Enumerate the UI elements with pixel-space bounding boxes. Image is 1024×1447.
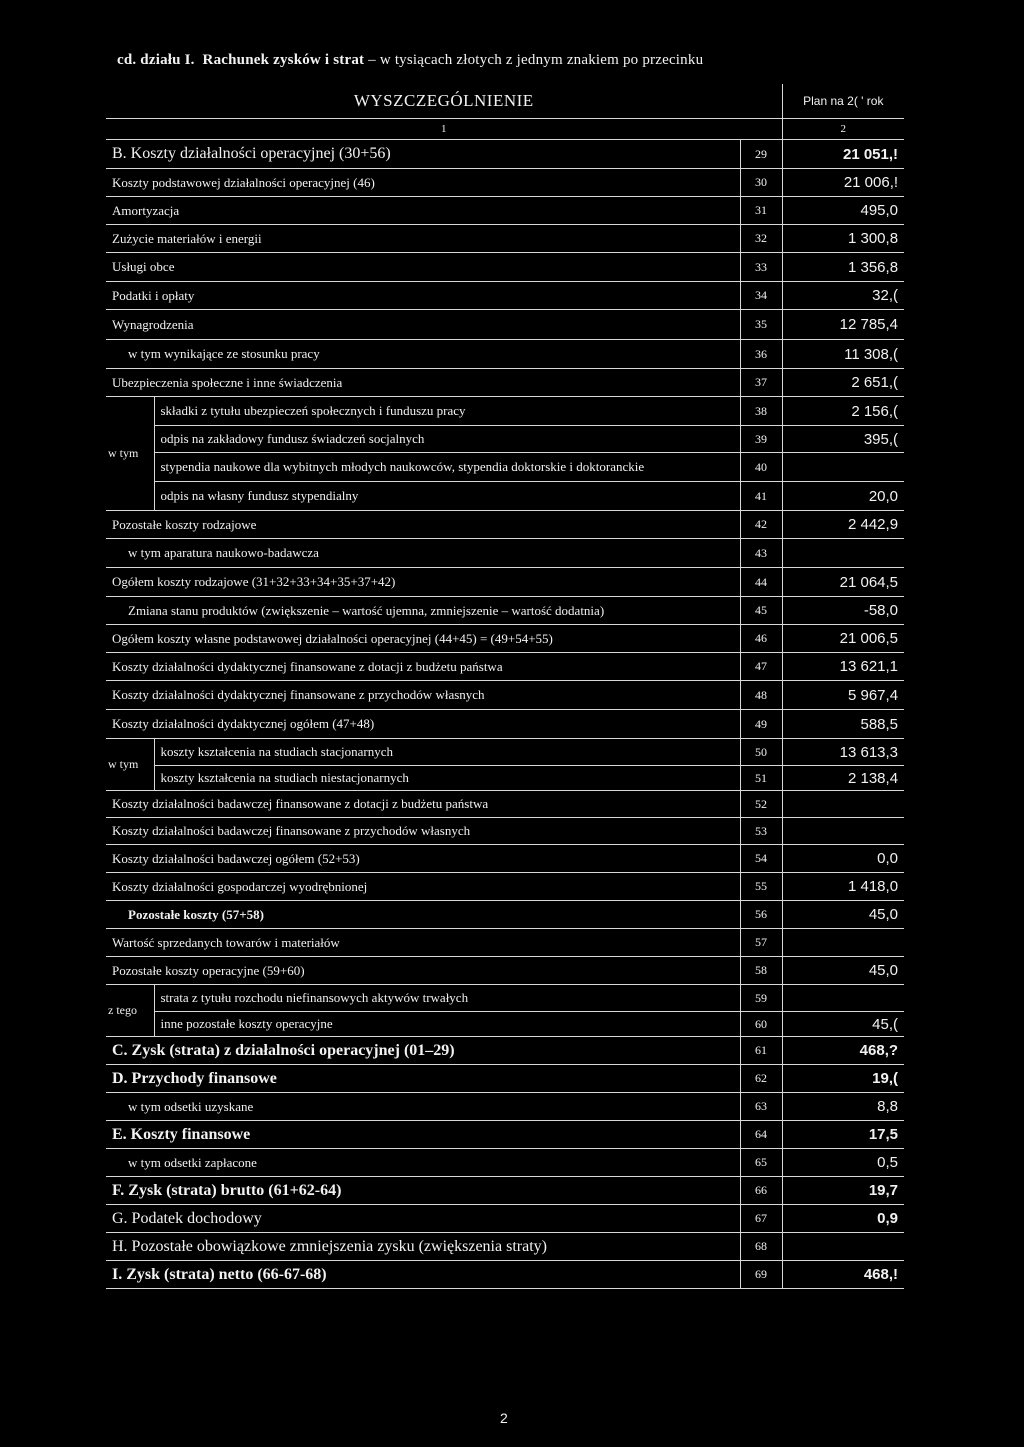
table-row xyxy=(106,225,904,253)
table-row xyxy=(106,482,904,511)
row-label: Koszty podstawowej działalności operacyjnej (46) xyxy=(106,169,740,197)
row-number: 59 xyxy=(740,985,782,1012)
row-label: H. Pozostałe obowiązkowe zmniejszenia zysku (zwiększenia straty) xyxy=(106,1233,740,1261)
table-row xyxy=(106,426,904,453)
row-number: 37 xyxy=(740,369,782,397)
row-label: w tym odsetki uzyskane xyxy=(106,1093,740,1121)
row-value: 2 138,4 xyxy=(782,766,904,791)
row-label: B. Koszty działalności operacyjnej (30+56) xyxy=(106,140,740,169)
row-label: Koszty działalności badawczej finansowane z przychodów własnych xyxy=(106,818,740,845)
row-number: 63 xyxy=(740,1093,782,1121)
row-label: Koszty działalności badawczej ogółem (52+53) xyxy=(106,845,740,873)
row-value: 21 006,! xyxy=(782,169,904,197)
col-number-2: 2 xyxy=(782,119,904,140)
row-label: Podatki i opłaty xyxy=(106,282,740,310)
row-label: Koszty działalności dydaktycznej ogółem (47+48) xyxy=(106,710,740,739)
table-row xyxy=(106,766,904,791)
row-value: 0,5 xyxy=(782,1149,904,1177)
row-label: Amortyzacja xyxy=(106,197,740,225)
row-label: C. Zysk (strata) z działalności operacyjnej (01–29) xyxy=(106,1037,740,1065)
row-value xyxy=(782,791,904,818)
profit-loss-table xyxy=(106,84,904,1289)
row-label: odpis na zakładowy fundusz świadczeń socjalnych xyxy=(154,426,740,453)
row-value: 45,0 xyxy=(782,901,904,929)
row-number: 69 xyxy=(740,1261,782,1289)
row-label: koszty kształcenia na studiach stacjonarnych xyxy=(154,739,740,766)
table-row xyxy=(106,957,904,985)
row-value: 17,5 xyxy=(782,1121,904,1149)
row-value xyxy=(782,985,904,1012)
row-label: E. Koszty finansowe xyxy=(106,1121,740,1149)
table-row xyxy=(106,929,904,957)
table-row xyxy=(106,1121,904,1149)
row-number: 65 xyxy=(740,1149,782,1177)
column-number-row xyxy=(106,119,904,140)
row-value: 21 051,! xyxy=(782,140,904,169)
row-number: 60 xyxy=(740,1012,782,1037)
table-row xyxy=(106,282,904,310)
row-number: 29 xyxy=(740,140,782,169)
row-number: 53 xyxy=(740,818,782,845)
row-label: koszty kształcenia na studiach niestacjonarnych xyxy=(154,766,740,791)
row-value: 495,0 xyxy=(782,197,904,225)
row-number: 51 xyxy=(740,766,782,791)
section-subtitle: – w tysiącach złotych z jednym znakiem po przecinku xyxy=(364,52,704,68)
table-row xyxy=(106,681,904,710)
row-number: 64 xyxy=(740,1121,782,1149)
table-row xyxy=(106,1177,904,1205)
row-label: Pozostałe koszty rodzajowe xyxy=(106,511,740,539)
row-label: Zużycie materiałów i energii xyxy=(106,225,740,253)
row-number: 40 xyxy=(740,453,782,482)
row-value xyxy=(782,929,904,957)
row-label: G. Podatek dochodowy xyxy=(106,1205,740,1233)
row-label: Zmiana stanu produktów (zwiększenie – wartość ujemna, zmniejszenie – wartość dodatnia) xyxy=(106,597,740,625)
row-label: odpis na własny fundusz stypendialny xyxy=(154,482,740,511)
row-value: 588,5 xyxy=(782,710,904,739)
row-label: Koszty działalności dydaktycznej finansowane z przychodów własnych xyxy=(106,681,740,710)
row-label: Koszty działalności gospodarczej wyodrębnionej xyxy=(106,873,740,901)
row-label: strata z tytułu rozchodu niefinansowych aktywów trwałych xyxy=(154,985,740,1012)
page-number: 2 xyxy=(500,1410,508,1426)
row-label: Wynagrodzenia xyxy=(106,310,740,340)
section-title: Rachunek zysków i strat xyxy=(202,52,365,68)
table-row xyxy=(106,1233,904,1261)
row-label: Pozostałe koszty operacyjne (59+60) xyxy=(106,957,740,985)
section-prefix: cd. działu I. xyxy=(117,52,195,68)
row-number: 55 xyxy=(740,873,782,901)
row-value: 32,( xyxy=(782,282,904,310)
row-value: 13 613,3 xyxy=(782,739,904,766)
row-number: 35 xyxy=(740,310,782,340)
row-label: w tym wynikające ze stosunku pracy xyxy=(106,340,740,369)
row-number: 56 xyxy=(740,901,782,929)
table-row xyxy=(106,625,904,653)
row-number: 32 xyxy=(740,225,782,253)
row-value: 2 442,9 xyxy=(782,511,904,539)
row-value: 1 418,0 xyxy=(782,873,904,901)
row-number: 49 xyxy=(740,710,782,739)
table-row xyxy=(106,873,904,901)
table-row xyxy=(106,1149,904,1177)
row-number: 67 xyxy=(740,1205,782,1233)
table-row xyxy=(106,1065,904,1093)
row-label: Koszty działalności badawczej finansowane z dotacji z budżetu państwa xyxy=(106,791,740,818)
table-row xyxy=(106,1261,904,1289)
row-value: 395,( xyxy=(782,426,904,453)
row-number: 62 xyxy=(740,1065,782,1093)
row-value: 468,? xyxy=(782,1037,904,1065)
row-value: 1 356,8 xyxy=(782,253,904,282)
row-number: 50 xyxy=(740,739,782,766)
table-row xyxy=(106,397,904,426)
row-number: 38 xyxy=(740,397,782,426)
page-header xyxy=(117,52,703,69)
row-number: 61 xyxy=(740,1037,782,1065)
table-row xyxy=(106,140,904,169)
col-header-description: WYSZCZEGÓLNIENIE xyxy=(106,84,782,119)
table-row xyxy=(106,1205,904,1233)
table-row xyxy=(106,653,904,681)
row-value xyxy=(782,453,904,482)
row-number: 46 xyxy=(740,625,782,653)
row-value xyxy=(782,1233,904,1261)
row-value: 20,0 xyxy=(782,482,904,511)
row-number: 44 xyxy=(740,568,782,597)
row-value: 2 651,( xyxy=(782,369,904,397)
table-row xyxy=(106,901,904,929)
row-number: 47 xyxy=(740,653,782,681)
row-value: 45,0 xyxy=(782,957,904,985)
row-value: 19,7 xyxy=(782,1177,904,1205)
table-row xyxy=(106,568,904,597)
row-value: 1 300,8 xyxy=(782,225,904,253)
row-label: Pozostałe koszty (57+58) xyxy=(106,901,740,929)
row-number: 31 xyxy=(740,197,782,225)
row-value: 13 621,1 xyxy=(782,653,904,681)
table-row xyxy=(106,791,904,818)
row-number: 45 xyxy=(740,597,782,625)
row-value: 468,! xyxy=(782,1261,904,1289)
table-row xyxy=(106,818,904,845)
row-value: 21 006,5 xyxy=(782,625,904,653)
row-value: 11 308,( xyxy=(782,340,904,369)
table-row xyxy=(106,340,904,369)
table-row xyxy=(106,845,904,873)
row-label: Wartość sprzedanych towarów i materiałów xyxy=(106,929,740,957)
row-label: F. Zysk (strata) brutto (61+62-64) xyxy=(106,1177,740,1205)
row-number: 57 xyxy=(740,929,782,957)
row-number: 41 xyxy=(740,482,782,511)
row-label: stypendia naukowe dla wybitnych młodych naukowców, stypendia doktorskie i doktoranckie xyxy=(154,453,740,482)
table-row xyxy=(106,985,904,1012)
table-row xyxy=(106,1093,904,1121)
row-label: w tym aparatura naukowo-badawcza xyxy=(106,539,740,568)
row-number: 43 xyxy=(740,539,782,568)
row-value xyxy=(782,818,904,845)
row-value: 5 967,4 xyxy=(782,681,904,710)
row-number: 68 xyxy=(740,1233,782,1261)
table-row xyxy=(106,310,904,340)
table-row xyxy=(106,453,904,482)
table-row xyxy=(106,169,904,197)
table-row xyxy=(106,710,904,739)
row-value: 12 785,4 xyxy=(782,310,904,340)
row-number: 30 xyxy=(740,169,782,197)
table-header-row xyxy=(106,84,904,119)
row-label: I. Zysk (strata) netto (66-67-68) xyxy=(106,1261,740,1289)
table-row xyxy=(106,597,904,625)
table-row xyxy=(106,739,904,766)
row-number: 39 xyxy=(740,426,782,453)
row-number: 34 xyxy=(740,282,782,310)
table-row xyxy=(106,539,904,568)
row-label: Ubezpieczenia społeczne i inne świadczenia xyxy=(106,369,740,397)
row-number: 42 xyxy=(740,511,782,539)
row-value: 19,( xyxy=(782,1065,904,1093)
row-number: 66 xyxy=(740,1177,782,1205)
row-number: 54 xyxy=(740,845,782,873)
row-label: składki z tytułu ubezpieczeń społecznych i funduszu pracy xyxy=(154,397,740,426)
row-value xyxy=(782,539,904,568)
row-label: Ogółem koszty własne podstawowej działalności operacyjnej (44+45) = (49+54+55) xyxy=(106,625,740,653)
row-number: 33 xyxy=(740,253,782,282)
row-number: 58 xyxy=(740,957,782,985)
row-label: Ogółem koszty rodzajowe (31+32+33+34+35+37+42) xyxy=(106,568,740,597)
row-number: 48 xyxy=(740,681,782,710)
table-row xyxy=(106,253,904,282)
row-label: w tym odsetki zapłacone xyxy=(106,1149,740,1177)
row-label: inne pozostałe koszty operacyjne xyxy=(154,1012,740,1037)
row-group-label: w tym xyxy=(106,397,154,511)
table-row xyxy=(106,1012,904,1037)
row-label: Usługi obce xyxy=(106,253,740,282)
row-value: 0,9 xyxy=(782,1205,904,1233)
row-value: -58,0 xyxy=(782,597,904,625)
row-number: 52 xyxy=(740,791,782,818)
row-value: 2 156,( xyxy=(782,397,904,426)
row-value: 21 064,5 xyxy=(782,568,904,597)
table-row xyxy=(106,369,904,397)
row-value: 8,8 xyxy=(782,1093,904,1121)
table-row xyxy=(106,197,904,225)
table-row xyxy=(106,511,904,539)
row-label: Koszty działalności dydaktycznej finansowane z dotacji z budżetu państwa xyxy=(106,653,740,681)
row-value: 45,( xyxy=(782,1012,904,1037)
row-number: 36 xyxy=(740,340,782,369)
col-number-1: 1 xyxy=(106,119,782,140)
col-header-plan: Plan na 2( ' rok xyxy=(782,84,904,119)
row-group-label: z tego xyxy=(106,985,154,1037)
row-group-label: w tym xyxy=(106,739,154,791)
row-value: 0,0 xyxy=(782,845,904,873)
row-label: D. Przychody finansowe xyxy=(106,1065,740,1093)
table-row xyxy=(106,1037,904,1065)
